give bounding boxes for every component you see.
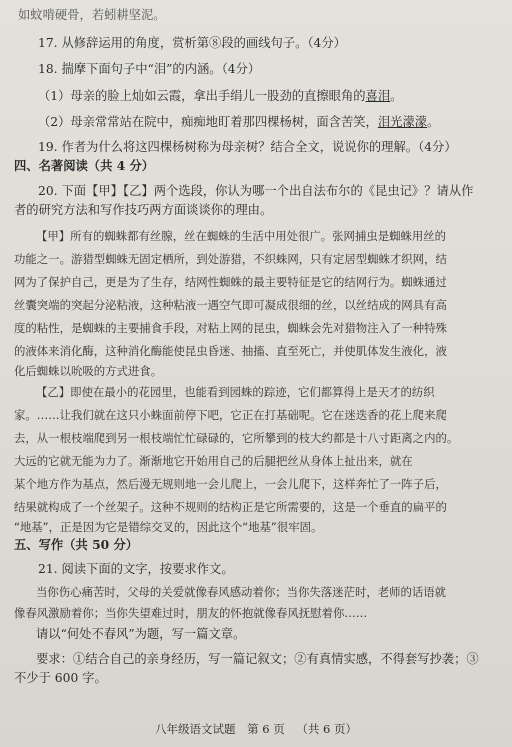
question-18-2: [38, 113, 502, 131]
section-4-heading: 四、名著阅读（共 4 分）: [14, 158, 155, 173]
passage-yi-line: 家。……让我们就在这只小蛛面前停下吧，它正在打基础呢。它在迷迭香的花上爬来爬: [14, 408, 447, 422]
top-fragment: 如蚊啃硬骨，若蚓耕坚泥。: [18, 8, 166, 22]
passage-yi-line: 去，从一根枝端爬到另一根枝端忙忙碌碌的，它所攀到的枝大约都是十八寸距离之内的。: [14, 431, 459, 445]
q18-1-end: 。: [390, 89, 403, 103]
footer-total: （共 6 页）: [296, 722, 358, 736]
question-18: 18. 揣摩下面句子中“泪”的内涵。（4分）: [38, 62, 261, 76]
writing-prompt-line-1: 当你伤心痛苦时，父母的关爱就像春风感动着你；当你失落迷茫时，老师的话语就: [36, 585, 447, 599]
passage-yi-line: 【乙】即使在最小的花园里，也能看到园蛛的踪迹，它们都算得上是天才的纺织: [36, 385, 435, 399]
passage-jia-line: 度的粘性，是蜘蛛的主要捕食手段，对粘上网的昆虫，蜘蛛会先对猎物注入了一种特殊: [14, 321, 447, 335]
passage-jia-line: 丝囊突端的突起分泌粘液，这种粘液一遇空气即可凝成很细的丝，以丝结成的网具有高: [14, 298, 447, 312]
writing-requirements-line-1: 要求：①结合自己的亲身经历，写一篇记叙文；②有真情实感，不得套写抄袭；③: [36, 652, 479, 666]
q18-1-underlined: 喜泪: [365, 89, 391, 103]
section-5-heading: 五、写作（共 50 分）: [14, 537, 139, 552]
writing-prompt-line-2: 像春风激励着你；当你失望难过时，朋友的怀抱就像春风抚慰着你……: [14, 606, 368, 620]
writing-title-requirement: 请以“何处不春风”为题，写一篇文章。: [36, 627, 246, 641]
q18-1-text: （1）母亲的脸上灿如云霞，拿出手绢儿一股劲的直擦眼角的: [38, 89, 366, 103]
question-20-line-1: 20. 下面【甲】【乙】两个选段，你认为哪一个出自法布尔的《昆虫记》？请从作: [38, 184, 474, 198]
passage-yi-line: “地基”，正是因为它是错综交叉的，因此这个“地基”很牢固。: [14, 520, 323, 534]
writing-requirements-line-2: 不少于 600 字。: [14, 671, 107, 685]
q18-2-underlined: 泪光濛濛: [377, 115, 428, 129]
question-20-line-2: 者的研究方法和写作技巧两方面谈谈你的理由。: [14, 203, 273, 217]
q18-2-text: （2）母亲常常站在院中，痴痴地盯着那四棵杨树，面含苦笑，: [38, 115, 378, 129]
passage-yi-line: 大远的它就无能为力了。渐渐地它开始用自己的后腿把丝从身体上扯出来，就在: [14, 454, 413, 468]
q18-2-end: 。: [427, 115, 440, 129]
question-21: 21. 阅读下面的文字，按要求作文。: [38, 562, 234, 576]
question-18-1: [38, 87, 502, 105]
passage-jia-line: 【甲】所有的蜘蛛都有丝腺，丝在蜘蛛的生活中用处很广。张网捕虫是蜘蛛用丝的: [36, 229, 447, 243]
question-17: 17. 从修辞运用的角度，赏析第⑧段的画线句子。（4分）: [38, 36, 346, 50]
passage-jia-line: 功能之一。游猎型蜘蛛无固定栖所，到处游猎，不织蛛网，只有定居型蜘蛛才织网，结: [14, 252, 447, 266]
passage-yi-line: 结果就构成了一个丝架子。这种不规则的结构正是它所需要的，这是一个垂直的扁平的: [14, 500, 447, 514]
footer-subject: 八年级语文试题: [154, 722, 236, 736]
passage-jia-line: 化后蜘蛛以吮吸的方式进食。: [14, 364, 163, 378]
passage-yi-line: 某个地方作为基点，然后漫无规则地一会儿爬上，一会儿爬下，这样奔忙了一阵子后，: [14, 477, 447, 491]
passage-jia-line: 网为了保护自己，更是为了生存，结网性蜘蛛的最主要特征是它的结网行为。蜘蛛通过: [14, 275, 447, 289]
passage-jia-line: 的液体来消化酶，这种消化酶能使昆虫昏迷、抽搐、直至死亡，并使肌体发生液化，液: [14, 344, 447, 358]
page-footer: [0, 721, 512, 737]
question-19: 19. 作者为什么将这四棵杨树称为母亲树？结合全文，说说你的理解。（4分）: [38, 140, 457, 154]
footer-page: 第 6 页: [247, 722, 285, 736]
